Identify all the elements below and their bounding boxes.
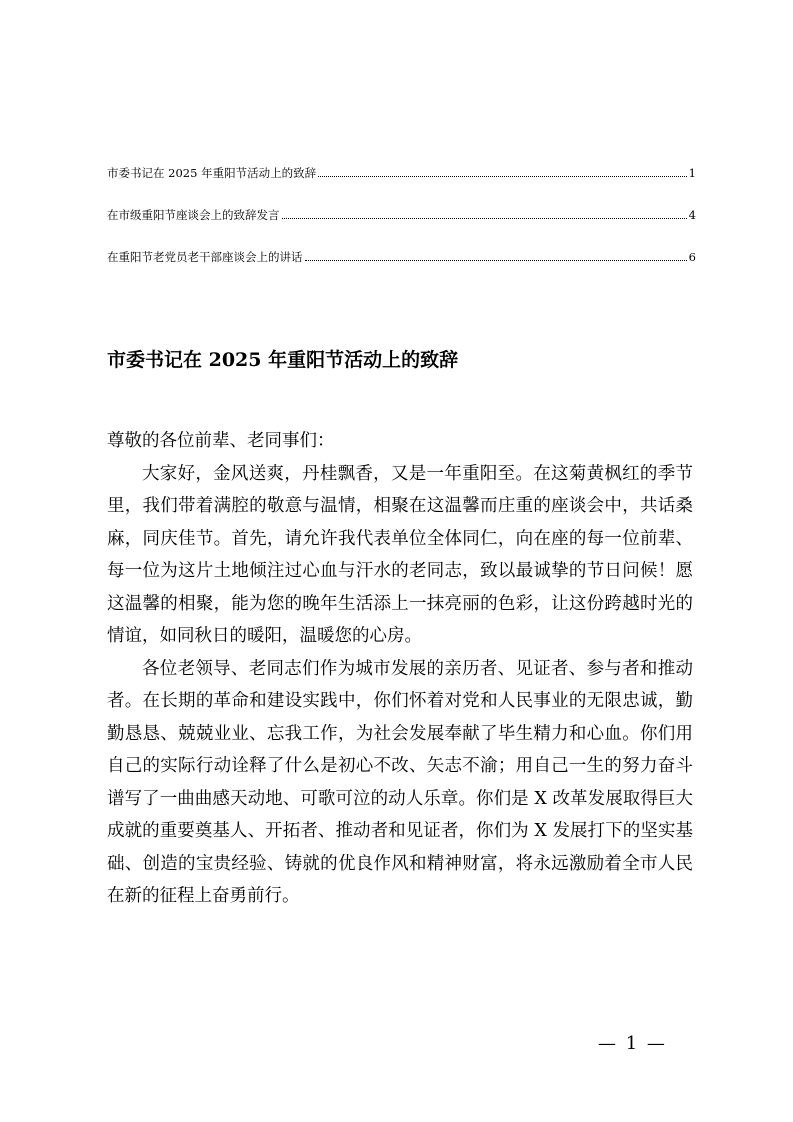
toc-entry[interactable] bbox=[107, 204, 696, 226]
salutation: 尊敬的各位前辈、老同事们： bbox=[107, 431, 335, 451]
toc-entry-page: 4 bbox=[688, 208, 696, 222]
toc-entry-page: 1 bbox=[688, 166, 696, 180]
toc-entry-title: 市委书记在 2025 年重阳节活动上的致辞 bbox=[107, 166, 317, 180]
toc-entry-title: 在重阳节老党员老干部座谈会上的讲话 bbox=[107, 250, 303, 264]
toc-entry[interactable] bbox=[107, 162, 696, 184]
toc-leader-dots bbox=[282, 218, 687, 219]
page-number: — 1 — bbox=[598, 1033, 667, 1054]
toc-entry-page: 6 bbox=[688, 250, 696, 264]
speech-body bbox=[107, 425, 693, 913]
toc-entry[interactable] bbox=[107, 246, 696, 268]
toc-leader-dots bbox=[305, 260, 687, 261]
speech-heading: 市委书记在 2025 年重阳节活动上的致辞 bbox=[107, 348, 459, 371]
body-paragraph: 大家好，金风送爽，丹桂飘香，又是一年重阳至。在这菊黄枫红的季节里，我们带着满腔的敬意与温情，相聚在这温馨而庄重的座谈会中，共话桑麻，同庆佳节。首先，请允许我代表单位全体同仁，向在座的每一位前辈、每一位为这片土地倾注过心血与汗水的老同志，致以最诚挚的节日问候！愿这温馨的相聚，能为您的晚年生活添上一抹亮丽的色彩，让这份跨越时光的情谊，如同秋日的暖阳，温暖您的心房。 bbox=[107, 463, 693, 646]
toc-leader-dots bbox=[318, 176, 687, 177]
table-of-contents bbox=[107, 162, 696, 288]
toc-entry-title: 在市级重阳节座谈会上的致辞发言 bbox=[107, 208, 280, 222]
body-paragraph: 各位老领导、老同志们作为城市发展的亲历者、见证者、参与者和推动者。在长期的革命和建设实践中，你们怀着对党和人民事业的无限忠诚，勤勤恳恳、兢兢业业、忘我工作，为社会发展奉献了毕生精力和心血。你们用自己的实际行动诠释了什么是初心不改、矢志不渝；用自己一生的努力奋斗谱写了一曲曲感天动地、可歌可泣的动人乐章。你们是 X 改革发展取得巨大成就的重要奠基人、开拓者、推动者和见证者，你们为 X 发展打下的坚实基础、创造的宝贵经验、铸就的优良作风和精神财富，将永远激励着全市人民在新的征程上奋勇前行。 bbox=[107, 658, 693, 906]
